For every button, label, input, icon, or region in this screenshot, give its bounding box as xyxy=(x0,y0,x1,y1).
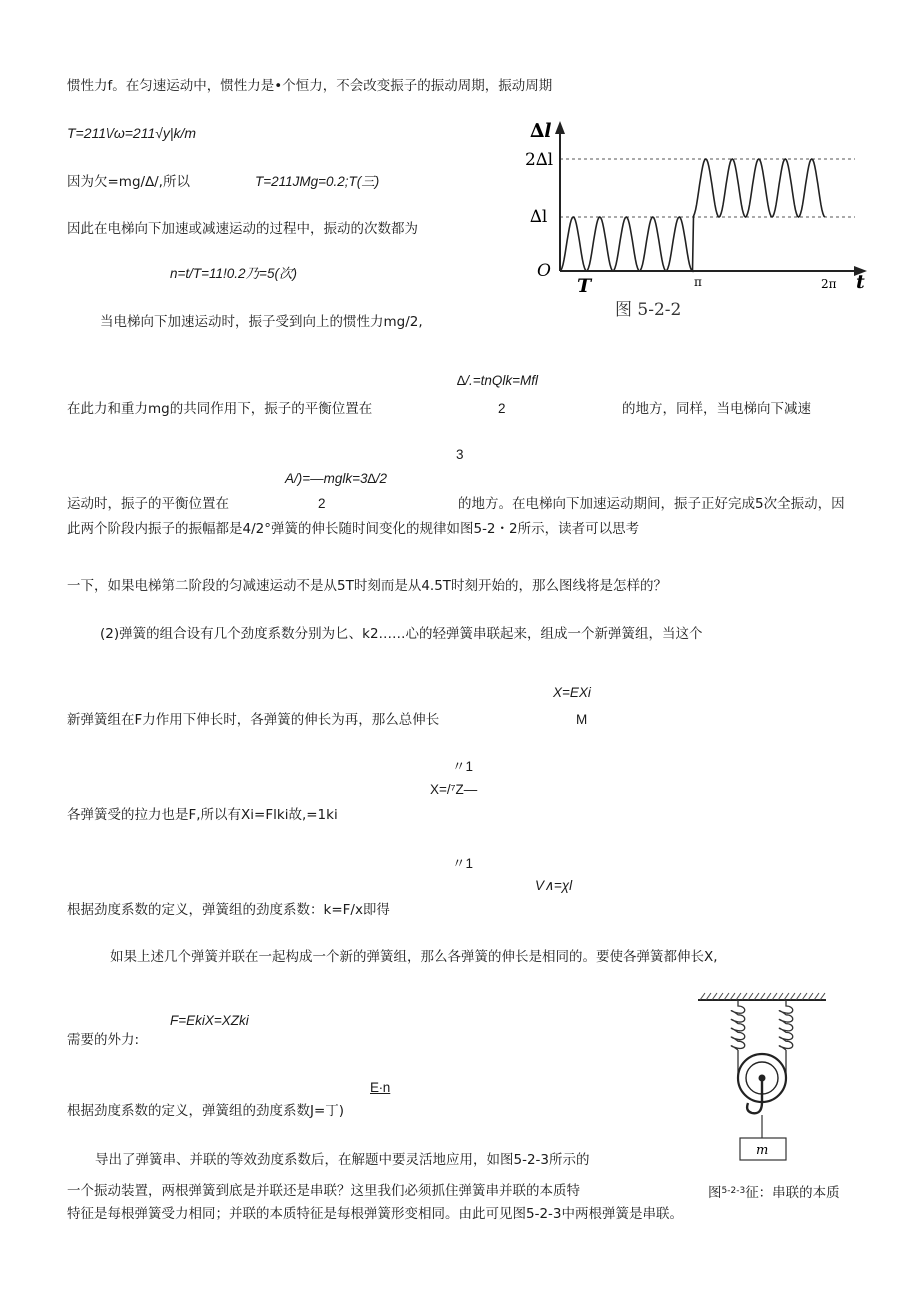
formula-sum-n: E∙n xyxy=(370,1080,391,1095)
formula-count: n=t/T=11!0.2乃=5(次) xyxy=(170,266,297,281)
sum-upper-2: 〃1 xyxy=(452,856,474,871)
text-line-30: 特征是每根弹簧受力相同；并联的本质特征是每根弹簧形变相同。由此可见图5-2-3中两根弹簧是串联。 xyxy=(67,1206,684,1222)
hatch-mark xyxy=(772,993,777,1000)
hatch-mark xyxy=(808,993,813,1000)
y-axis-label: ∆l xyxy=(530,120,552,142)
oscillation-curve xyxy=(560,159,825,271)
hatch-mark xyxy=(700,993,705,1000)
denominator-2: 2 xyxy=(318,496,326,511)
hatch-mark xyxy=(784,993,789,1000)
hatch-mark xyxy=(790,993,795,1000)
formula-reciprocal: V∧=χl xyxy=(535,878,573,893)
two-pi-tick-label: 2π xyxy=(821,277,837,291)
hatch-mark xyxy=(724,993,729,1000)
tick-label-2dl: 2∆l xyxy=(525,150,554,170)
formula-parallel-force: F=EkiX=XZki xyxy=(170,1013,249,1028)
hatch-mark xyxy=(778,993,783,1000)
period-label: T xyxy=(577,275,592,297)
text-line-23: 如果上述几个弹簧并联在一起构成一个新的弹簧组，那么各弹簧的伸长是相同的。要使各弹簧都伸长X, xyxy=(110,949,718,965)
ceiling-hatch xyxy=(700,993,825,1000)
text-line-25: 需要的外力: xyxy=(67,1032,140,1048)
pulley-axle xyxy=(759,1075,766,1082)
hatch-mark xyxy=(820,993,825,1000)
formula-x-sum: X=/⁷Z— xyxy=(430,782,478,797)
text-line-6: 当电梯向下加速运动时，振子受到向上的惯性力mg/2, xyxy=(100,314,423,330)
sum-symbol-m: M xyxy=(576,712,588,727)
figure-prefix: 图 xyxy=(708,1185,722,1201)
text-line-14: (2)弹簧的组合设有几个劲度系数分别为匕、k2……心的轻弹簧串联起来，组成一个新弹簧组，当这个 xyxy=(100,626,703,642)
sum-upper-1: 〃1 xyxy=(452,759,474,774)
spring-device-figure xyxy=(690,990,840,1170)
hatch-mark xyxy=(706,993,711,1000)
text-line-8a: 在此力和重力mg的共同作用下，振子的平衡位置在 xyxy=(67,401,373,417)
hatch-mark xyxy=(712,993,717,1000)
text-line-19: 各弹簧受的拉力也是F,所以有Xi=Flki故,=1ki xyxy=(67,807,338,823)
text-line-3a: 因为欠=mg/∆/,所以 xyxy=(67,174,190,190)
text-line-1: 惯性力f。在匀速运动中，惯性力是•个恒力，不会改变振子的振动周期，振动周期 xyxy=(67,78,553,94)
hatch-mark xyxy=(748,993,753,1000)
hatch-mark xyxy=(730,993,735,1000)
hatch-mark xyxy=(760,993,765,1000)
hatch-mark xyxy=(802,993,807,1000)
hatch-mark xyxy=(766,993,771,1000)
hatch-mark xyxy=(742,993,747,1000)
mass-label: m xyxy=(756,1143,769,1158)
spring-right xyxy=(779,1000,793,1050)
spring-left xyxy=(731,1000,745,1050)
pi-tick-label: π xyxy=(694,275,702,289)
numerator-3: 3 xyxy=(456,447,464,462)
formula-delta-2: A/)=—mglk=3∆/2 xyxy=(285,471,388,486)
x-axis-label: t xyxy=(856,271,865,293)
text-line-27: 根据劲度系数的定义，弹簧组的劲度系数J=丁) xyxy=(67,1103,345,1119)
hatch-mark xyxy=(736,993,741,1000)
hatch-mark xyxy=(754,993,759,1000)
text-line-28: 导出了弹簧串、并联的等效劲度系数后，在解题中要灵活地应用，如图5-2-3所示的 xyxy=(95,1152,590,1168)
hatch-mark xyxy=(796,993,801,1000)
text-line-13: 一下，如果电梯第二阶段的匀减速运动不是从5T时刻而是从4.5T时刻开始的，那么图线将是怎样的？ xyxy=(67,578,668,594)
text-line-22: 根据劲度系数的定义，弹簧组的劲度系数：k=F/x即得 xyxy=(67,902,390,918)
text-line-29a: 一个振动装置，两根弹簧到底是并联还是串联？这里我们必须抓住弹簧串并联的本质特 xyxy=(67,1183,580,1199)
formula-period-value: T=211JMg=0.2;T(三) xyxy=(255,174,380,189)
oscillation-graph xyxy=(515,115,875,325)
figure-number-small: 5-2-3 xyxy=(721,1186,746,1196)
hatch-mark xyxy=(718,993,723,1000)
text-line-29d: 征：串联的本质 xyxy=(745,1185,840,1201)
text-line-11a: 运动时，振子的平衡位置在 xyxy=(67,496,229,512)
text-line-16a: 新弹簧组在F力作用下伸长时，各弹簧的伸长为再，那么总伸长 xyxy=(67,712,440,728)
y-axis-arrow xyxy=(555,121,565,134)
formula-total-x: X=EXi xyxy=(553,685,591,700)
text-line-12: 此两个阶段内振子的振幅都是4/2°弹簧的伸长随时间变化的规律如图5-2・2所示，读者可以思考 xyxy=(67,521,640,537)
figure-label-inline xyxy=(708,1182,840,1202)
hatch-mark xyxy=(814,993,819,1000)
formula-period: T=211\/ω=211√y|k/m xyxy=(67,125,197,141)
formula-delta-1: ∆/.=tnQlk=Mfl xyxy=(457,373,539,388)
tick-label-dl: ∆l xyxy=(530,207,548,227)
text-line-11c: 的地方。在电梯向下加速运动期间，振子正好完成5次全振动，因 xyxy=(458,496,845,512)
text-line-4: 因此在电梯向下加速或减速运动的过程中，振动的次数都为 xyxy=(67,221,418,237)
text-line-8c: 的地方，同样，当电梯向下减速 xyxy=(622,401,811,417)
figure-caption-5-2-2: 图 5-2-2 xyxy=(615,300,682,320)
origin-label: O xyxy=(537,261,551,281)
denominator-1: 2 xyxy=(498,401,506,416)
